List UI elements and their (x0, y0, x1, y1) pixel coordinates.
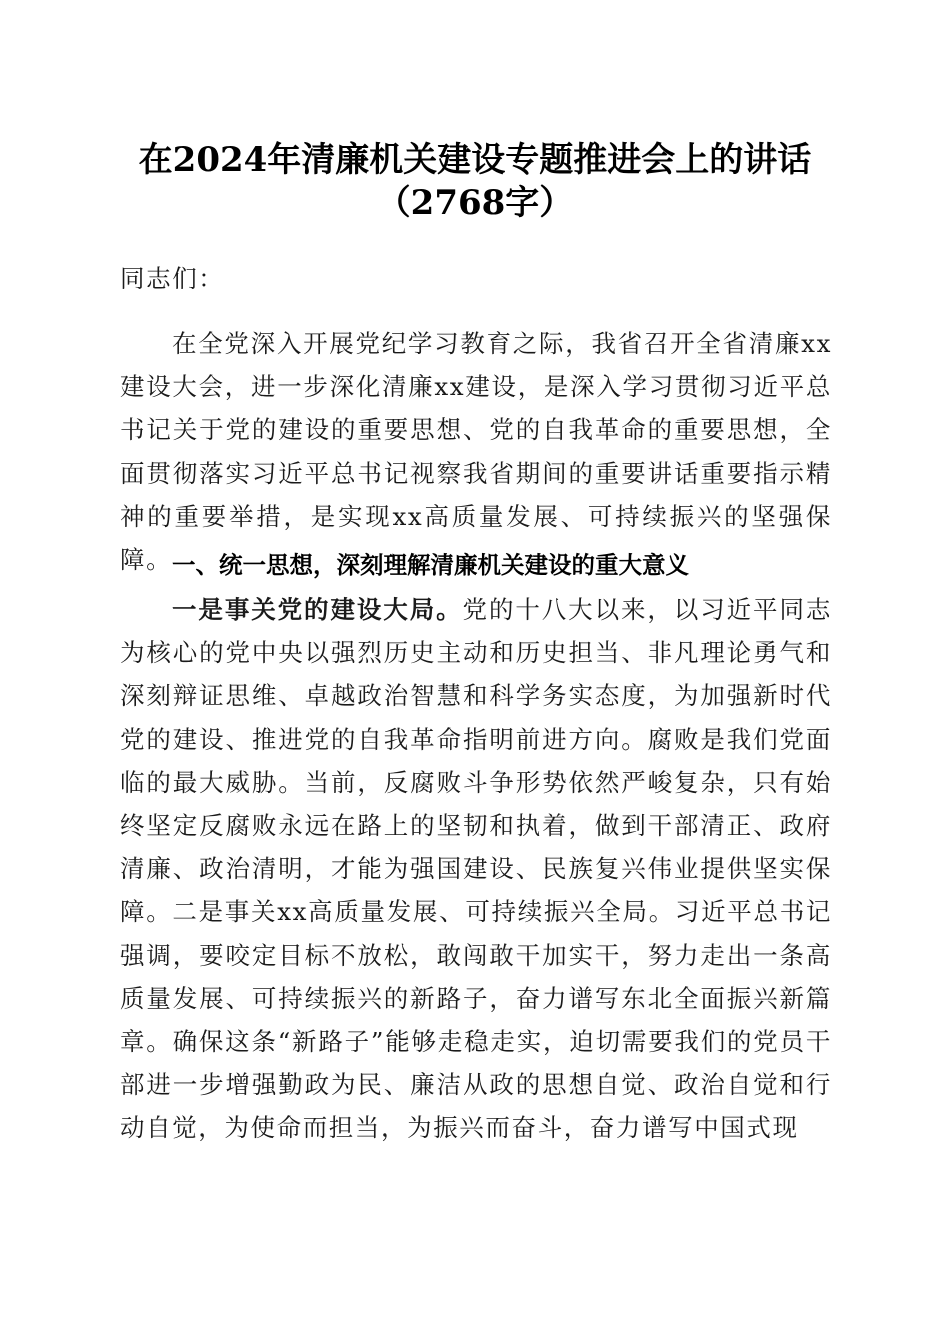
document-title: 在2024年清廉机关建设专题推进会上的讲话 (138, 140, 812, 180)
section-1-paragraph (120, 588, 832, 1168)
paragraph-lead-sentence: 一是事关党的建设大局。 (172, 595, 463, 624)
paragraph-body-text: 党的十八大以来，以习近平同志为核心的党中央以强烈历史主动和历史担当、非凡理论勇气和深刻辩证思维、卓越政治智慧和科学务实态度，为加强新时代党的建设、推进党的自我革命指明前进方向。腐败是我们党面临的最大威胁。当前，反腐败斗争形势依然严峻复杂，只有始终坚定反腐败永远在路上的坚韧和执着，做到干部清正、政府清廉、政治清明，才能为强国建设、民族复兴伟业提供坚实保障。二是事关xx高质量发展、可持续振兴全局。习近平总书记强调，要咬定目标不放松，敢闯敢干加实干，努力走出一条高质量发展、可持续振兴的新路子，奋力谱写东北全面振兴新篇章。确保这条“新路子”能够走稳走实，迫切需要我们的党员干部进一步增强勤政为民、廉洁从政的思想自觉、政治自觉和行动自觉，为使命而担当，为振兴而奋斗，奋力谱写中国式现 (120, 595, 832, 1143)
opening-paragraph: 在全党深入开展党纪学习教育之际，我省召开全省清廉xx建设大会，进一步深化清廉xx建设，是深入学习贯彻习近平总书记关于党的建设的重要思想、党的自我革命的重要思想，全面贯彻落实习近平总书记视察我省期间的重要讲话重要指示精神的重要举措，是实现xx高质量发展、可持续振兴的坚强保障。 (120, 329, 832, 575)
section-heading-1: 一、统一思想，深刻理解清廉机关建设的重大意义 (172, 551, 689, 579)
document-word-count: （2768字） (376, 183, 574, 223)
salutation: 同志们： (120, 264, 225, 293)
